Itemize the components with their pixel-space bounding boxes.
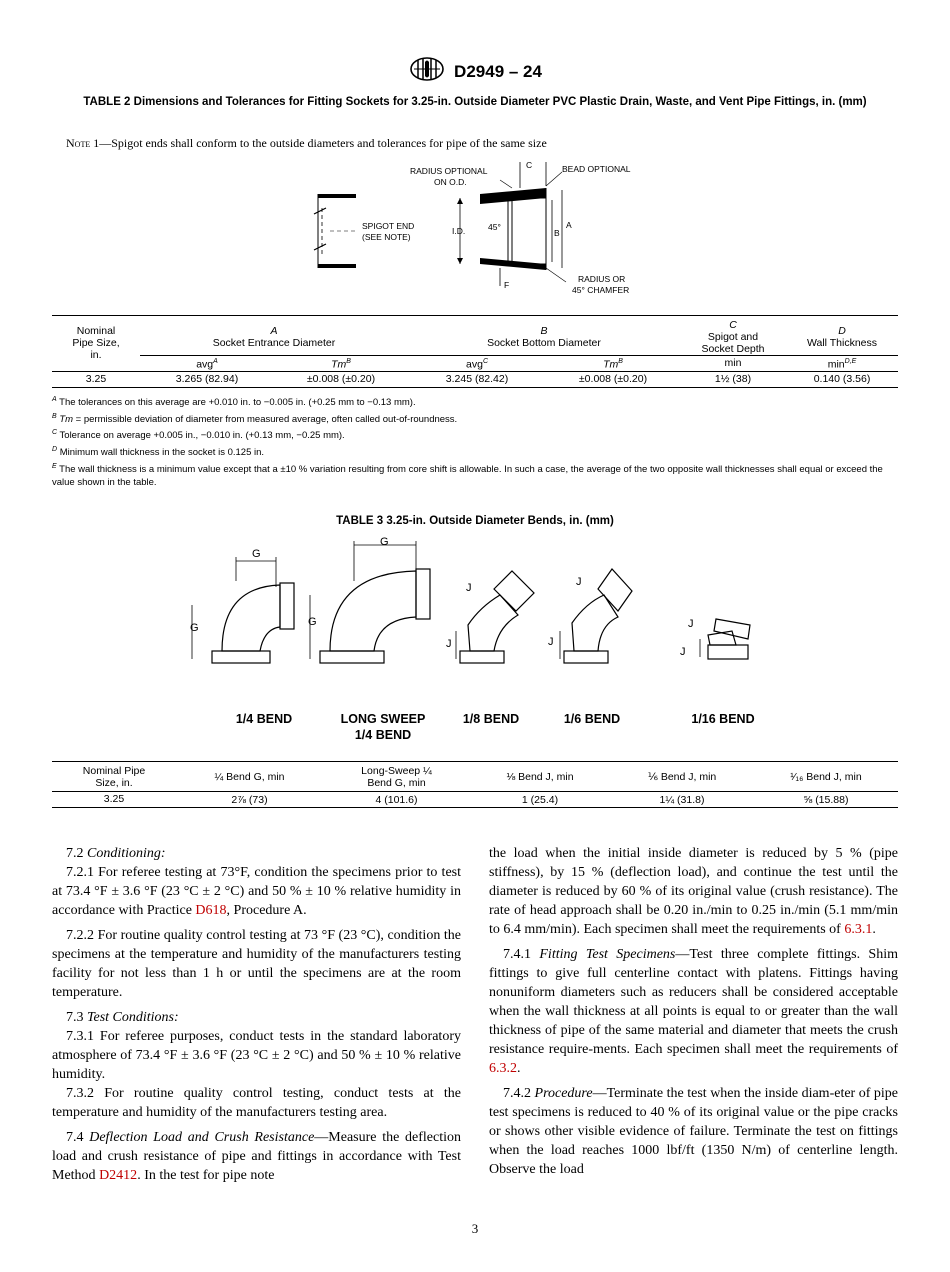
t3-head-nominal: Nominal Pipe Size, in. bbox=[82, 765, 146, 789]
section-7-3-heading: 7.3 Test Conditions: bbox=[66, 1010, 179, 1025]
quarter-g-label: G bbox=[252, 548, 261, 560]
quarter-bend-label: 1/4 BEND bbox=[235, 712, 293, 726]
long-sweep-g-label: G bbox=[380, 536, 389, 548]
section-7-3-1: 7.3.1 For referee purposes, conduct tests in the standard laboratory atmosphere of 73.4 °F ± 3.6 °F (23 °C ± 2 °C) and 50 % ± 10 % relative humidity. bbox=[52, 1029, 461, 1082]
section-7-4-2: 7.4.2 Procedure—Terminate the test when the inside diam-eter of pipe test specimens is reduced to 40 % of its original value or the pipe cracks or shows other visible evidence of failure. Terminate the test on fittings when the load reaches 1000 lbf/ft (1350 N/m) of centerline length. Observe the load bbox=[489, 1086, 898, 1177]
section-7-2-2: 7.2.2 For routine quality control testing at 73 °F (23 °C), condition the specimens at the temperature and humidity of the manufacturers testing facility for not less than 1 h or until the specimens are at the room temperature. bbox=[52, 928, 461, 1000]
sixteenth-j-top-label: J bbox=[688, 618, 694, 630]
t3-head-sixteenth: ¹⁄₁₆ Bend J, min bbox=[790, 770, 862, 783]
left-column bbox=[52, 844, 461, 1185]
spigot-end-label: SPIGOT END bbox=[362, 221, 415, 231]
on-od-label: ON O.D. bbox=[434, 177, 467, 187]
footnote-d: $^D$ Minimum wall thickness in the socket is 0.125 in. bbox=[52, 445, 265, 459]
section-7-4-continued: the load when the initial inside diameter is reduced by 5 % (pipe stiffness), by 15 % (deflection load), and continue the test until the diameter is reduced by 60 % of its original value (crush resistance). The rate of head approach shall be 0.20 in./min to 0.25 in./min (5.1 mm/min to 6.4 mm/min). Each specimen shall meet the requirements of 6.3.1. bbox=[489, 846, 898, 937]
d618-link[interactable]: D618 bbox=[195, 903, 227, 918]
t2-sub-a-tm: $Tm^B$ bbox=[274, 356, 408, 372]
angle-label: 45° bbox=[488, 222, 501, 232]
t2-head-b: B Socket Bottom Diameter bbox=[487, 325, 601, 349]
d2412-link[interactable]: D2412 bbox=[99, 1168, 138, 1183]
sixth-j-top-label: J bbox=[576, 576, 582, 588]
quarter-g-side-label: G bbox=[190, 622, 199, 634]
sixteenth-j-label: J bbox=[680, 646, 686, 658]
standard-designation: D2949 – 24 bbox=[454, 61, 542, 81]
note-label: Note 1 bbox=[66, 136, 100, 150]
bead-optional-label: BEAD OPTIONAL bbox=[562, 164, 631, 174]
table3-title: TABLE 3 3.25-in. Outside Diameter Bends, in. (mm) bbox=[336, 515, 614, 527]
socket-drawing bbox=[410, 160, 631, 295]
astm-logo bbox=[408, 56, 446, 87]
note-text: —Spigot ends shall conform to the outside diameters and tolerances for pipe of the same size bbox=[99, 136, 547, 150]
long-sweep-g-side-label: G bbox=[308, 616, 317, 628]
long-sweep-bend-label: LONG SWEEP 1/4 BEND bbox=[340, 712, 426, 742]
table-row: 3.25 3.265 (82.94) ±0.008 (±0.20) 3.245 (82.42) ±0.008 (±0.20) 1½ (38) 0.140 (3.56) bbox=[52, 371, 898, 387]
right-column bbox=[489, 844, 898, 1179]
section-7-4: 7.4 Deflection Load and Crush Resistance—Measure the deflection load and crush resistance of pipe and fittings in accordance with Test Method D2412. In the test for pipe note bbox=[52, 1130, 462, 1183]
sixth-j-label: J bbox=[548, 636, 554, 648]
page-number: 3 bbox=[471, 1221, 479, 1236]
sixth-bend-drawing bbox=[560, 569, 632, 663]
t2-sub-d-min: $\min^{D,E}$ bbox=[786, 356, 898, 372]
footnote-b: $^B$ Tm = permissible deviation of diameter from measured average, often called out-of-roundness. bbox=[52, 412, 458, 425]
socket-diagram bbox=[300, 158, 650, 298]
chamfer-label: 45° CHAMFER bbox=[572, 285, 630, 295]
table-row: 3.25 2⅞ (73) 4 (101.6) 1 (25.4) 1¼ (31.8) ⅝ (15.88) bbox=[52, 792, 898, 808]
footnote-e: $^E$ The wall thickness is a minimum value except that a ±10 % variation resulting from core shift is allowable. In such a case, the average of the two opposite wall thicknesses shall equal or exceed the value shown in the table. bbox=[52, 462, 883, 489]
eighth-bend-label: 1/8 BEND bbox=[462, 712, 520, 726]
radius-optional-label: RADIUS OPTIONAL bbox=[410, 166, 488, 176]
see-note-label: (SEE NOTE) bbox=[362, 232, 411, 242]
t3-head-eighth: ⅛ Bend J, min bbox=[506, 770, 574, 783]
t3-head-quarter: ¼ Bend G, min bbox=[214, 770, 285, 783]
table2 bbox=[52, 315, 898, 388]
footnote-c: $^C$ Tolerance on average +0.005 in., −0.010 in. (+0.13 mm, −0.25 mm). bbox=[52, 429, 345, 442]
section-7-2-1: 7.2.1 For referee testing at 73°F, condition the specimens prior to test at 73.4 °F ± 3.6 °F (23 °C ± 2 °C) and 50 % ± 10 % relative humidity in accordance with Practice D618, Procedure A. bbox=[52, 865, 461, 918]
ref-6-3-2-link[interactable]: 6.3.2 bbox=[489, 1061, 517, 1076]
t2-head-c: C Spigot and Socket Depth bbox=[701, 319, 765, 355]
t2-head-a: A Socket Entrance Diameter bbox=[212, 325, 336, 349]
footnote-a: $^A$ The tolerances on this average are +0.010 in. to −0.005 in. (+0.25 mm to −0.13 mm). bbox=[52, 396, 416, 409]
t2-sub-b-avg: avg$^C$ bbox=[408, 356, 546, 372]
sixth-bend-label: 1/6 BEND bbox=[563, 712, 621, 726]
t3-head-sixth: ⅙ Bend J, min bbox=[647, 770, 717, 783]
t3-head-long: Long-Sweep ¼ Bend G, min bbox=[361, 764, 432, 789]
table2-note bbox=[66, 136, 547, 151]
spigot-end-drawing bbox=[314, 194, 414, 268]
dim-a-label: A bbox=[566, 220, 572, 230]
eighth-j-label: J bbox=[446, 638, 452, 650]
table3 bbox=[52, 761, 898, 808]
sixteenth-bend-drawing bbox=[700, 619, 750, 659]
section-7-2-heading: 7.2 Conditioning: bbox=[66, 846, 166, 861]
t2-head-d: D Wall Thickness bbox=[806, 325, 878, 349]
t2-sub-c-min: min bbox=[680, 356, 786, 372]
id-label: I.D. bbox=[452, 226, 466, 236]
t2-sub-b-tm: $Tm^B$ bbox=[546, 356, 680, 372]
quarter-bend-drawing bbox=[192, 557, 294, 663]
table2-title: TABLE 2 Dimensions and Tolerances for Fitting Sockets for 3.25-in. Outside Diameter PVC Plastic Drain, Waste, and Vent Pipe Fittings, in. (mm) bbox=[83, 96, 867, 108]
dim-c-label: C bbox=[526, 160, 533, 170]
section-7-3-2: 7.3.2 For routine quality control testing, conduct tests at the temperature and humidity of the manufacturers testing area. bbox=[52, 1086, 461, 1120]
radius-or-label: RADIUS OR bbox=[578, 274, 626, 284]
dim-b-label: B bbox=[554, 228, 560, 238]
t2-head-nominal: Nominal Pipe Size, in. bbox=[72, 325, 120, 362]
eighth-j-top-label: J bbox=[466, 582, 472, 594]
long-sweep-bend-drawing bbox=[310, 541, 430, 663]
section-7-4-1: 7.4.1 Fitting Test Specimens—Test three complete fittings. Shim fittings to give full centerline contact with platens. Fittings having nonuniform diameters such as reducers shall be considered acceptable when the wall thickness at all points is equal to or greater than the wall thickness of pipe of the same material and diameter that meets the crush resistance require-ments. Each specimen shall meet the requirements of 6.3.2. bbox=[489, 947, 898, 1076]
dim-f-label: F bbox=[504, 280, 510, 290]
sixteenth-bend-label: 1/16 BEND bbox=[691, 712, 755, 726]
ref-6-3-1-link[interactable]: 6.3.1 bbox=[844, 922, 873, 937]
table2-footnotes bbox=[52, 393, 902, 490]
t2-sub-a-avg: avg$^A$ bbox=[140, 356, 274, 372]
page-header bbox=[0, 56, 950, 87]
bends-diagram bbox=[180, 535, 780, 685]
